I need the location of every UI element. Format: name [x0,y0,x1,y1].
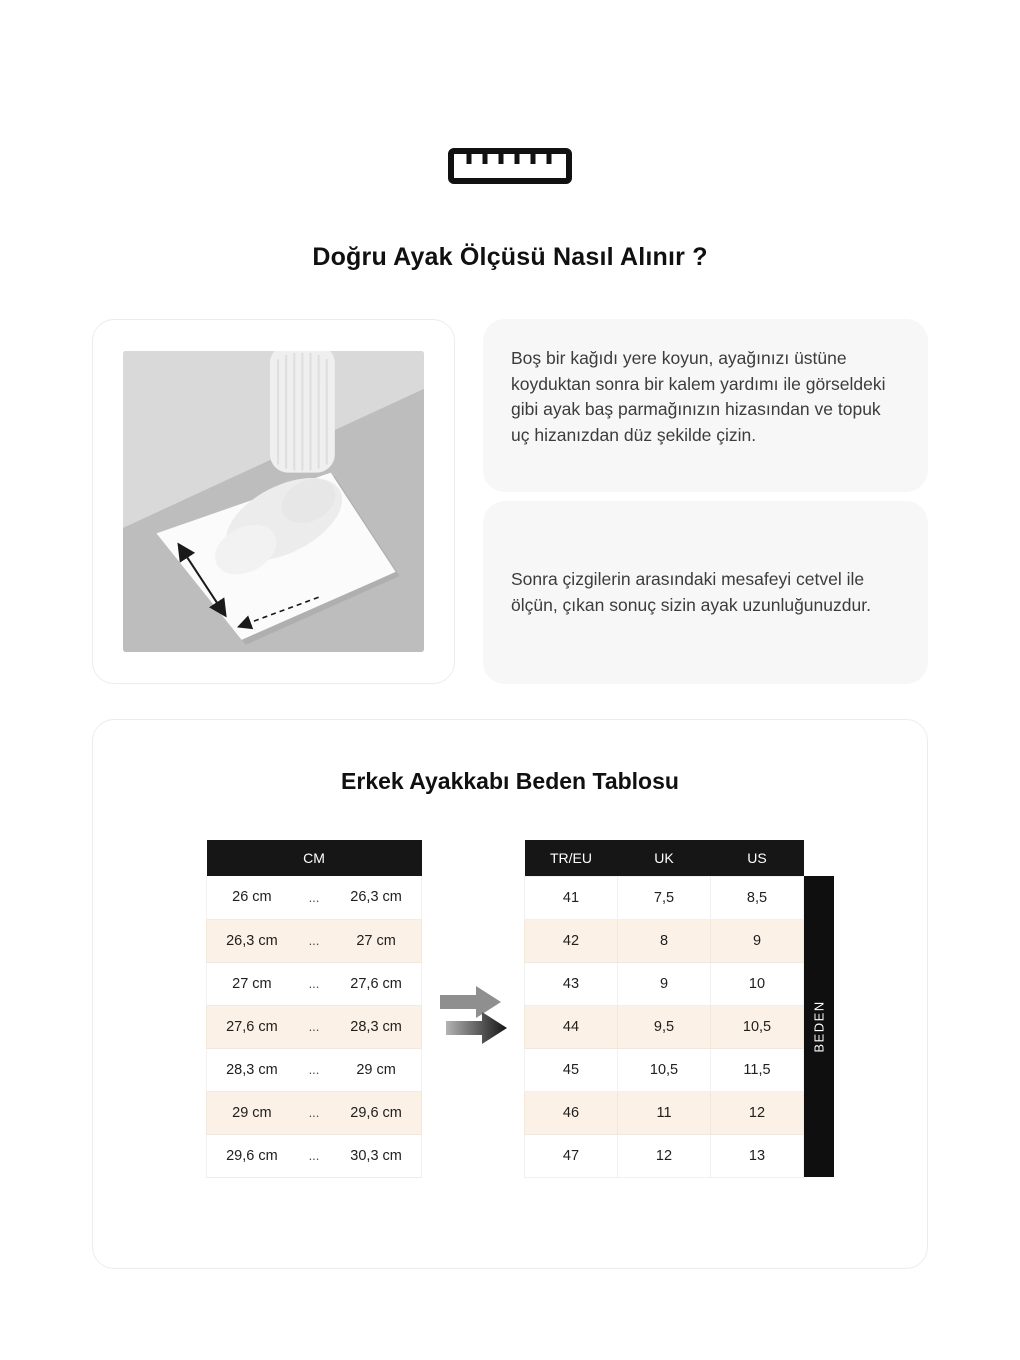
size-value-cell: 10,5 [618,1048,711,1091]
cm-dots-cell: ... [297,1091,331,1134]
size-table-row [525,962,804,1005]
cm-dots-cell: ... [297,1134,331,1177]
instruction-step-2-text: Sonra çizgilerin arasındaki mesafeyi cetvel ile ölçün, çıkan sonuç sizin ayak uzunluğunuzdur. [511,568,871,615]
cm-dots-cell: ... [297,962,331,1005]
cm-to-cell: 27,6 cm [331,962,421,1005]
size-table-row [525,919,804,962]
size-value-cell: 12 [711,1091,804,1134]
cm-to-cell: 27 cm [331,919,421,962]
foot-on-paper-photo [123,351,424,652]
cm-table-row [207,1091,422,1134]
size-column-header: TR/EU [525,840,618,876]
cm-dots-cell: ... [297,876,331,919]
cm-dots-cell: ... [297,919,331,962]
size-table-row [525,876,804,919]
size-conversion-table [524,840,804,1178]
instruction-step-2 [483,501,928,684]
cm-from-cell: 29 cm [207,1091,297,1134]
cm-from-cell: 28,3 cm [207,1048,297,1091]
cm-table-header: CM [207,840,422,876]
size-table-row [525,1134,804,1177]
size-value-cell: 9 [711,919,804,962]
size-value-cell: 11 [618,1091,711,1134]
size-value-cell: 12 [618,1134,711,1177]
instruction-steps [483,319,928,684]
size-value-cell: 10,5 [711,1005,804,1048]
foot-measure-photo-card [92,319,455,684]
ruler-icon [447,146,573,191]
cm-table [206,840,422,1178]
size-value-cell: 8 [618,919,711,962]
size-value-cell: 11,5 [711,1048,804,1091]
cm-to-cell: 30,3 cm [331,1134,421,1177]
size-value-cell: 9,5 [618,1005,711,1048]
cm-to-cell: 29 cm [331,1048,421,1091]
size-value-cell: 9 [618,962,711,1005]
cm-from-cell: 29,6 cm [207,1134,297,1177]
cm-from-cell: 26,3 cm [207,919,297,962]
cm-from-cell: 26 cm [207,876,297,919]
cm-from-cell: 27,6 cm [207,1005,297,1048]
size-table-card [92,719,928,1269]
size-table-row [525,1005,804,1048]
size-tables-row [93,840,927,1178]
cm-from-cell: 27 cm [207,962,297,1005]
conversion-arrows-icon [440,978,510,1050]
page-title: Doğru Ayak Ölçüsü Nasıl Alınır ? [312,243,708,271]
size-value-cell: 10 [711,962,804,1005]
instruction-step-1 [483,319,928,492]
size-table-row [525,1091,804,1134]
size-table-group [524,840,834,1178]
size-table-title: Erkek Ayakkabı Beden Tablosu [341,768,679,794]
cm-to-cell: 26,3 cm [331,876,421,919]
beden-label: BEDEN [811,1000,827,1053]
size-table-row [525,1048,804,1091]
cm-table-row [207,1048,422,1091]
size-value-cell: 47 [525,1134,618,1177]
cm-table-row [207,962,422,1005]
cm-dots-cell: ... [297,1005,331,1048]
size-value-cell: 45 [525,1048,618,1091]
size-value-cell: 44 [525,1005,618,1048]
beden-label-bar [804,876,834,1177]
cm-to-cell: 28,3 cm [331,1005,421,1048]
cm-table-row [207,1134,422,1177]
cm-table-row [207,876,422,919]
size-column-header: UK [618,840,711,876]
size-value-cell: 13 [711,1134,804,1177]
size-value-cell: 43 [525,962,618,1005]
size-value-cell: 41 [525,876,618,919]
size-value-cell: 7,5 [618,876,711,919]
cm-table-row [207,919,422,962]
cm-to-cell: 29,6 cm [331,1091,421,1134]
size-value-cell: 46 [525,1091,618,1134]
instructions-section [92,319,928,684]
size-value-cell: 42 [525,919,618,962]
instruction-step-1-text: Boş bir kağıdı yere koyun, ayağınızı üstüne koyduktan sonra bir kalem yardımı ile görseldeki gibi ayak baş parmağınızın hizasından ve topuk uç hizanızdan düz şekilde çizin. [511,348,886,446]
cm-dots-cell: ... [297,1048,331,1091]
size-value-cell: 8,5 [711,876,804,919]
cm-table-row [207,1005,422,1048]
size-column-header: US [711,840,804,876]
